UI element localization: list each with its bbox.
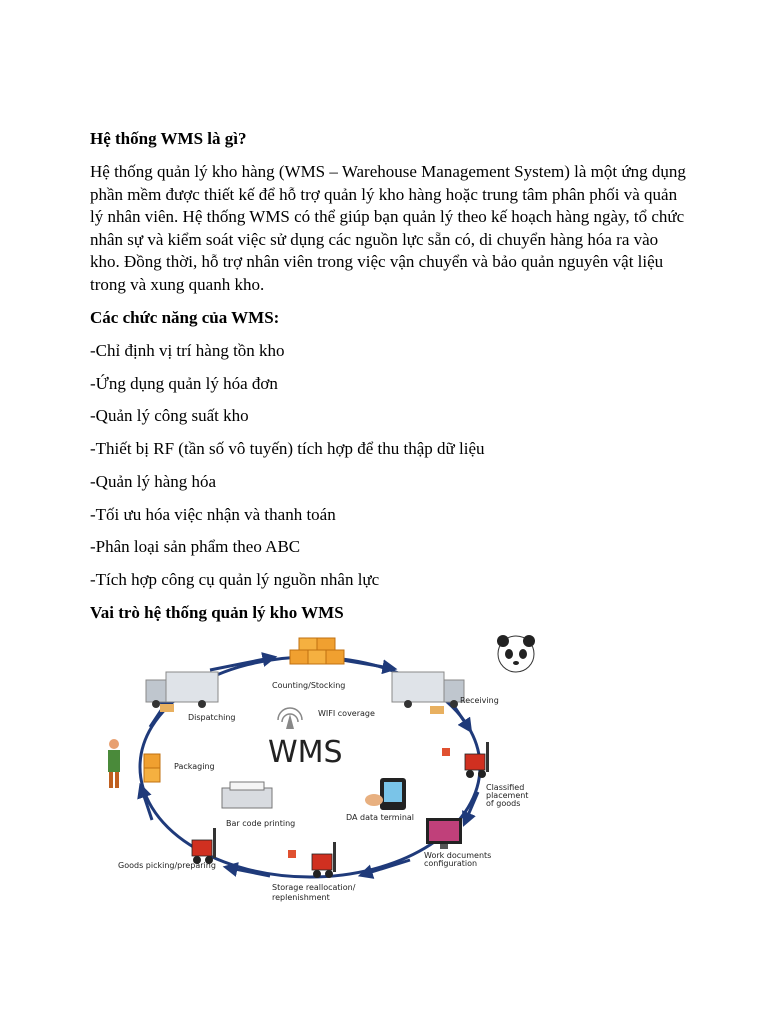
- function-item: -Thiết bị RF (tần số vô tuyến) tích hợp để thu thập dữ liệu: [90, 439, 485, 458]
- worker-packaging-icon: [108, 739, 160, 788]
- function-item: -Phân loại sản phẩm theo ABC: [90, 537, 301, 556]
- label-classified-2: placement: [486, 791, 529, 800]
- wms-center-title: WMS: [268, 735, 343, 770]
- heading-wms-functions: Các chức năng của WMS:: [90, 308, 280, 327]
- label-classified-1: Classified: [486, 783, 525, 792]
- function-item: -Quản lý công suất kho: [90, 406, 249, 425]
- label-work-docs-2: configuration: [424, 859, 478, 868]
- stacked-boxes-icon: [290, 638, 344, 664]
- label-storage-1: Storage reallocation/: [272, 883, 356, 892]
- storage-forklift-icon: [288, 842, 336, 878]
- panda-logo-icon: [497, 635, 535, 672]
- heading-what-is-wms: Hệ thống WMS là gì?: [90, 129, 247, 148]
- intro-paragraph: Hệ thống quản lý kho hàng (WMS – Warehouse Management System) là một ứng dụng phần mềm được thiết kế để hỗ trợ quản lý kho hàng hoặc trung tâm phân phối và quản lý nhân viên. Hệ thống WMS có thể giúp bạn quản lý theo kế hoạch hàng ngày, tổ chức nhân sự và kiểm soát việc sử dụng các nguồn lực sẵn có, di chuyển hàng hóa ra vào kho. Đồng thời, hỗ trợ nhân viên trong việc vận chuyển và bảo quản nguyên vật liệu trong và xung quanh kho.: [90, 162, 686, 294]
- dispatching-truck-icon: [146, 672, 218, 712]
- data-terminal-icon: [365, 778, 406, 810]
- label-work-docs-1: Work documents: [424, 851, 492, 860]
- wifi-icon: [278, 708, 302, 729]
- label-receiving: Receiving: [460, 696, 499, 705]
- function-item: -Quản lý hàng hóa: [90, 472, 217, 491]
- cycle-arrow: [365, 860, 410, 874]
- label-storage-2: replenishment: [272, 893, 330, 902]
- label-dispatching: Dispatching: [188, 713, 236, 722]
- function-item: -Tích hợp công cụ quản lý nguồn nhân lực: [90, 570, 380, 589]
- heading-wms-role: Vai trò hệ thống quản lý kho WMS: [90, 603, 344, 622]
- wms-cycle-diagram: [90, 632, 540, 904]
- label-picking: Goods picking/preparing: [118, 861, 216, 870]
- printer-icon: [222, 782, 272, 808]
- function-item: -Chỉ định vị trí hàng tồn kho: [90, 341, 285, 360]
- function-item: -Tối ưu hóa việc nhận và thanh toán: [90, 505, 336, 524]
- function-item: -Ứng dụng quản lý hóa đơn: [90, 374, 278, 393]
- label-classified-3: of goods: [486, 799, 521, 808]
- receiving-truck-icon: [392, 672, 464, 714]
- label-packaging: Packaging: [174, 762, 215, 771]
- picking-forklift-icon: [192, 828, 216, 864]
- label-counting: Counting/Stocking: [272, 681, 346, 690]
- label-barcode: Bar code printing: [226, 819, 296, 828]
- label-wifi: WIFI coverage: [318, 709, 375, 718]
- forklift-icon: [442, 742, 489, 778]
- label-terminal: DA data terminal: [346, 813, 415, 822]
